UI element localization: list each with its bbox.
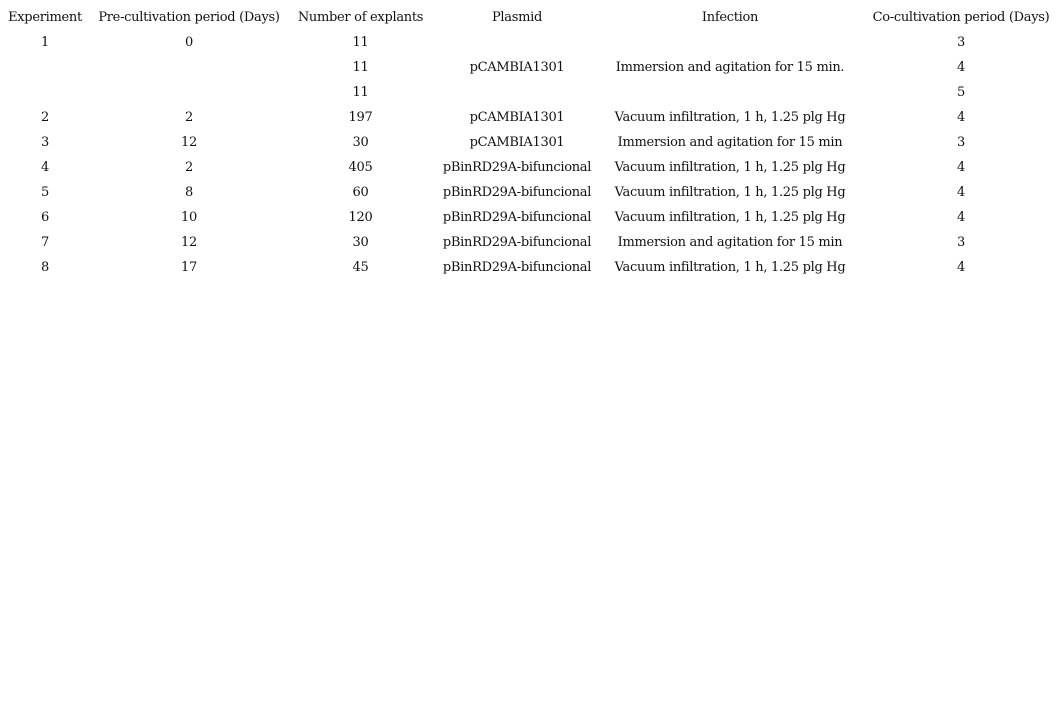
cell-plasmid xyxy=(433,80,601,105)
cell-co-cultivation: 4 xyxy=(957,110,965,125)
table-row xyxy=(0,180,1063,205)
header-plasmid: Plasmid xyxy=(491,10,543,25)
cell-experiment: 3 xyxy=(41,135,49,150)
cell-co-cultivation: 4 xyxy=(957,260,965,275)
cell-pre-cultivation: 10 xyxy=(181,210,197,225)
table-row xyxy=(0,155,1063,180)
cell-co-cultivation: 4 xyxy=(957,160,965,175)
table-row xyxy=(0,30,1063,55)
cell-experiment: 7 xyxy=(41,235,49,250)
cell-pre-cultivation: 12 xyxy=(181,135,197,150)
cell-experiment: 8 xyxy=(41,260,49,275)
cell-pre-cultivation: 2 xyxy=(185,160,193,175)
cell-plasmid: pCAMBIA1301 xyxy=(469,60,565,75)
cell-infection: Immersion and agitation for 15 min xyxy=(617,235,843,250)
cell-pre-cultivation: 2 xyxy=(185,110,193,125)
table-row xyxy=(0,205,1063,230)
cell-plasmid: pCAMBIA1301 xyxy=(469,110,565,125)
cell-infection xyxy=(601,80,859,105)
header-infection: Infection xyxy=(701,10,759,25)
table-body xyxy=(0,30,1063,280)
cell-experiment: 6 xyxy=(41,210,49,225)
cell-infection: Vacuum infiltration, 1 h, 1.25 plg Hg xyxy=(614,160,846,175)
header-experiment: Experiment xyxy=(8,10,82,25)
cell-pre-cultivation: 8 xyxy=(185,185,193,200)
experiment-table xyxy=(0,5,1063,280)
cell-pre-cultivation: 12 xyxy=(181,235,197,250)
cell-explants: 197 xyxy=(348,110,373,125)
cell-experiment: 1 xyxy=(41,35,49,50)
cell-pre-cultivation: 0 xyxy=(185,35,193,50)
cell-plasmid: pCAMBIA1301 xyxy=(469,135,565,150)
cell-explants: 11 xyxy=(352,85,369,100)
cell-co-cultivation: 3 xyxy=(957,135,965,150)
cell-plasmid: pBinRD29A-bifuncional xyxy=(442,185,592,200)
cell-explants: 45 xyxy=(352,260,369,275)
cell-experiment: 4 xyxy=(41,160,49,175)
table-row xyxy=(0,80,1063,105)
cell-plasmid: pBinRD29A-bifuncional xyxy=(442,210,592,225)
cell-experiment: 5 xyxy=(41,185,49,200)
header-co-cultivation-period: Co-cultivation period (Days) xyxy=(872,10,1050,25)
table-row xyxy=(0,230,1063,255)
table-row xyxy=(0,55,1063,80)
cell-infection: Immersion and agitation for 15 min xyxy=(617,135,843,150)
cell-co-cultivation: 3 xyxy=(957,35,965,50)
cell-experiment xyxy=(0,80,90,105)
table-row xyxy=(0,255,1063,280)
cell-co-cultivation: 4 xyxy=(957,60,965,75)
cell-plasmid xyxy=(433,30,601,55)
cell-infection xyxy=(601,30,859,55)
cell-pre-cultivation xyxy=(90,55,288,80)
cell-explants: 11 xyxy=(352,60,369,75)
cell-plasmid: pBinRD29A-bifuncional xyxy=(442,235,592,250)
cell-infection: Vacuum infiltration, 1 h, 1.25 plg Hg xyxy=(614,110,846,125)
cell-experiment: 2 xyxy=(41,110,49,125)
cell-infection: Vacuum infiltration, 1 h, 1.25 plg Hg xyxy=(614,185,846,200)
cell-explants: 30 xyxy=(352,135,369,150)
cell-plasmid: pBinRD29A-bifuncional xyxy=(442,160,592,175)
cell-pre-cultivation: 17 xyxy=(181,260,197,275)
header-pre-cultivation-period: Pre-cultivation period (Days) xyxy=(98,10,280,25)
cell-infection: Vacuum infiltration, 1 h, 1.25 plg Hg xyxy=(614,210,846,225)
cell-co-cultivation: 3 xyxy=(957,235,965,250)
cell-explants: 405 xyxy=(348,160,373,175)
experiment-table-container xyxy=(0,5,1063,280)
cell-infection: Vacuum infiltration, 1 h, 1.25 plg Hg xyxy=(614,260,846,275)
table-row xyxy=(0,105,1063,130)
cell-experiment xyxy=(0,55,90,80)
header-row xyxy=(0,5,1063,30)
cell-plasmid: pBinRD29A-bifuncional xyxy=(442,260,592,275)
cell-pre-cultivation xyxy=(90,80,288,105)
table-header xyxy=(0,5,1063,30)
table-row xyxy=(0,130,1063,155)
header-number-of-explants: Number of explants xyxy=(297,10,424,25)
cell-explants: 120 xyxy=(348,210,373,225)
cell-co-cultivation: 4 xyxy=(957,210,965,225)
cell-co-cultivation: 5 xyxy=(957,85,965,100)
cell-explants: 60 xyxy=(352,185,369,200)
cell-infection: Immersion and agitation for 15 min. xyxy=(615,60,845,75)
cell-explants: 11 xyxy=(352,35,369,50)
cell-co-cultivation: 4 xyxy=(957,185,965,200)
cell-explants: 30 xyxy=(352,235,369,250)
